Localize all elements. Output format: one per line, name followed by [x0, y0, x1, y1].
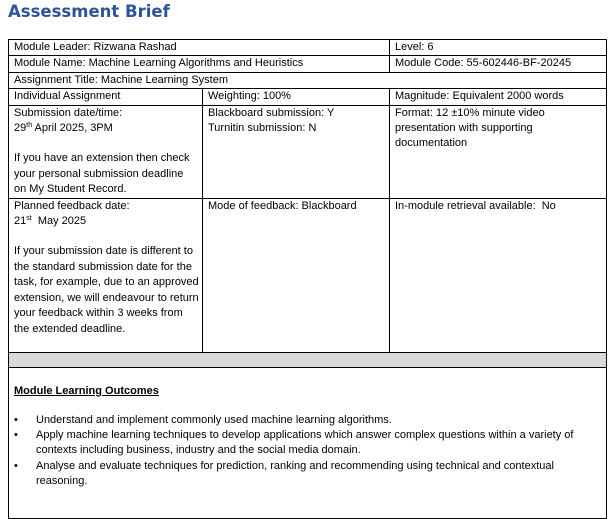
feedback-note: If your submission date is different to the standard submission date for the task, for example, due to an approved extension, we will endeavour to return your feedback within 3 weeks from the extended deadline. — [14, 245, 199, 335]
feedback-mode-cell — [203, 198, 390, 352]
submission-day: 29 — [14, 122, 27, 135]
list-item — [14, 459, 606, 489]
feedback-label: Planned feedback date: — [14, 199, 130, 212]
table-row — [9, 56, 607, 72]
list-item — [14, 413, 606, 428]
extension-note: If you have an extension then check your personal submission deadline on My Student Record. — [14, 152, 190, 196]
outcome-text: Understand and implement commonly used machine learning algorithms. — [36, 414, 392, 427]
submission-date-rest: April 2025, 3PM — [32, 122, 113, 135]
learning-outcomes-list — [14, 413, 606, 489]
bullet-icon: • — [14, 414, 18, 427]
blackboard-submission: Blackboard submission: Y — [208, 106, 335, 119]
table-row — [9, 198, 607, 352]
assignment-type: Individual Assignment — [14, 90, 121, 103]
weighting-cell — [203, 89, 390, 105]
submission-date — [14, 121, 198, 136]
submission-method-cell — [203, 105, 390, 198]
turnitin-submission: Turnitin submission: N — [208, 122, 317, 135]
grey-band — [9, 352, 607, 367]
module-code: Module Code: 55-602446-BF-20245 — [395, 57, 572, 70]
weighting: Weighting: 100% — [208, 90, 291, 103]
mode-of-feedback: Mode of feedback: Blackboard — [208, 199, 357, 212]
table-row — [9, 367, 607, 518]
module-leader-cell — [9, 40, 390, 56]
bullet-icon: • — [14, 459, 18, 472]
page-title: Assessment Brief — [8, 2, 170, 21]
outcome-text: Analyse and evaluate techniques for prediction, ranking and recommending using technical and contextual reasoning. — [36, 459, 554, 487]
retrieval: In-module retrieval available: No — [395, 199, 556, 212]
learning-outcomes-heading: Module Learning Outcomes — [14, 384, 159, 397]
feedback-date — [14, 214, 200, 229]
retrieval-cell — [390, 198, 607, 352]
level-cell — [390, 40, 607, 56]
format-cell — [390, 105, 607, 198]
feedback-date-cell — [9, 198, 203, 352]
magnitude: Magnitude: Equivalent 2000 words — [395, 90, 564, 103]
module-name: Module Name: Machine Learning Algorithms and Heuristics — [14, 57, 304, 70]
submission-label: Submission date/time: — [14, 106, 123, 119]
feedback-date-rest: May 2025 — [31, 215, 87, 228]
table-row — [9, 72, 607, 88]
submission-day-suffix: th — [26, 122, 33, 130]
magnitude-cell — [390, 89, 607, 105]
assignment-title-cell — [9, 72, 607, 88]
bullet-icon: • — [14, 429, 18, 442]
feedback-day: 21 — [14, 215, 27, 228]
assignment-title: Assignment Title: Machine Learning System — [14, 73, 228, 86]
module-name-cell — [9, 56, 390, 72]
list-item — [14, 428, 606, 458]
assignment-type-cell — [9, 89, 203, 105]
module-leader: Module Leader: Rizwana Rashad — [14, 41, 177, 53]
module-code-cell — [390, 56, 607, 72]
feedback-day-suffix: st — [26, 215, 32, 223]
format: Format: 12 ±10% minute video presentation with supporting documentation — [395, 106, 545, 150]
submission-cell — [9, 105, 203, 198]
table-row — [9, 40, 607, 56]
outcome-text: Apply machine learning techniques to develop applications which answer complex questions within a variety of contexts including business, industry and the social media domain. — [36, 429, 574, 457]
level: Level: 6 — [395, 41, 434, 53]
assessment-brief-table — [8, 39, 607, 519]
table-row — [9, 89, 607, 105]
table-row — [9, 105, 607, 198]
learning-outcomes-cell — [9, 367, 607, 518]
divider-row — [9, 352, 607, 367]
